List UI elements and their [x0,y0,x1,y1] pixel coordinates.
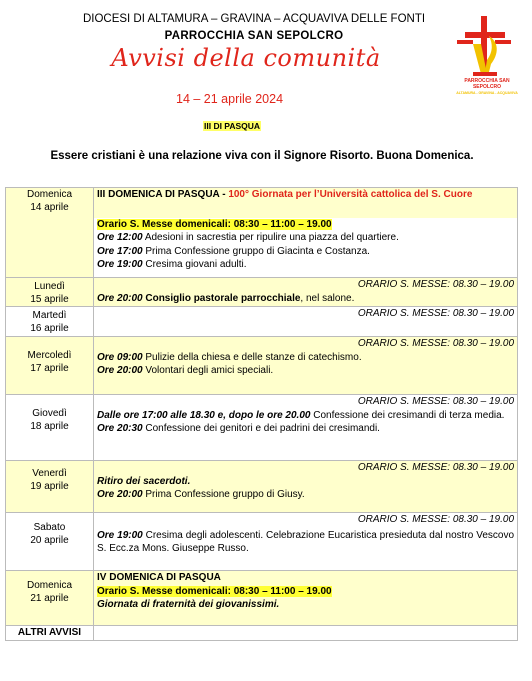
content-cell: ORARIO S. MESSE: 08.30 – 19.00 [94,307,518,337]
day-cell: Domenica 14 aprile [6,188,94,278]
content-cell: ORARIO S. MESSE: 08.30 – 19.00 Ore 19:00 Cresima degli adolescenti. Celebrazione Eucaristica presieduta dal nostro Vescovo S. Ecc.za Mons. Giuseppe Russo. [94,513,518,571]
parish-heading: PARROCCHIA SAN SEPOLCRO [164,30,344,42]
page-title: Avvisi della comunità [111,44,381,72]
day-cell: Martedì 16 aprile [6,307,94,337]
table-row [6,307,518,337]
table-row [6,513,518,571]
table-row [6,461,518,513]
table-row [6,188,518,278]
day-cell: Giovedì 18 aprile [6,395,94,461]
schedule-table [5,187,518,641]
day-cell: Domenica 21 aprile [6,571,94,626]
day-cell: Lunedì 15 aprile [6,278,94,307]
date-range: 14 – 21 aprile 2024 [176,92,284,106]
table-row [6,571,518,626]
diocese-heading: DIOCESI DI ALTAMURA – GRAVINA – ACQUAVIVA DELLE FONTI [82,13,426,25]
table-row [6,626,518,641]
day-cell: Mercoledì 17 aprile [6,337,94,395]
day-cell: Venerdì 19 aprile [6,461,94,513]
content-cell: ORARIO S. MESSE: 08.30 – 19.00 Ore 09:00 Pulizie della chiesa e delle stanze di catechismo. Ore 20:00 Volontari degli amici speciali. [94,337,518,395]
other-notices-label: ALTRI AVVISI [6,626,94,641]
weekly-motto: Essere cristiani è una relazione viva con il Signore Risorto. Buona Domenica. [50,150,474,162]
table-row [6,337,518,395]
content-cell: ORARIO S. MESSE: 08.30 – 19.00 Dalle ore 17:00 alle 18.30 e, dopo le ore 20.00 Confessione dei cresimandi di terza media. Ore 20:30 Confessione dei genitori e dei padrini dei cresimandi. [94,395,518,461]
content-cell: III DOMENICA DI PASQUA - 100° Giornata per l’Università cattolica del S. Cuore Orario S. Messe domenicali: 08:30 – 11:00 – 19.00 Ore 12:00 Adesioni in sacrestia per ripulire una piazza del quartiere. Ore 17:00 Prima Confessione gruppo di Giacinta e Costanza. Ore 19:00 Cresima giovani adulti. [94,188,518,278]
table-row [6,395,518,461]
content-cell: ORARIO S. MESSE: 08.30 – 19.00 Ore 20:00 Consiglio pastorale parrocchiale, nel salone. [94,278,518,307]
logo-caption: PARROCCHIA SAN SEPOLCRO ALTAMURA - GRAVINA - ACQUAVIVA [456,78,518,95]
content-cell [94,626,518,641]
content-cell: ORARIO S. MESSE: 08.30 – 19.00 Ritiro dei sacerdoti. Ore 20:00 Prima Confessione gruppo di Giusy. [94,461,518,513]
table-row [6,278,518,307]
liturgical-season: III DI PASQUA [204,121,261,131]
content-cell: IV DOMENICA DI PASQUA Orario S. Messe domenicali: 08:30 – 11:00 – 19.00 Giornata di fraternità dei giovanissimi. [94,571,518,626]
day-cell: Sabato 20 aprile [6,513,94,571]
